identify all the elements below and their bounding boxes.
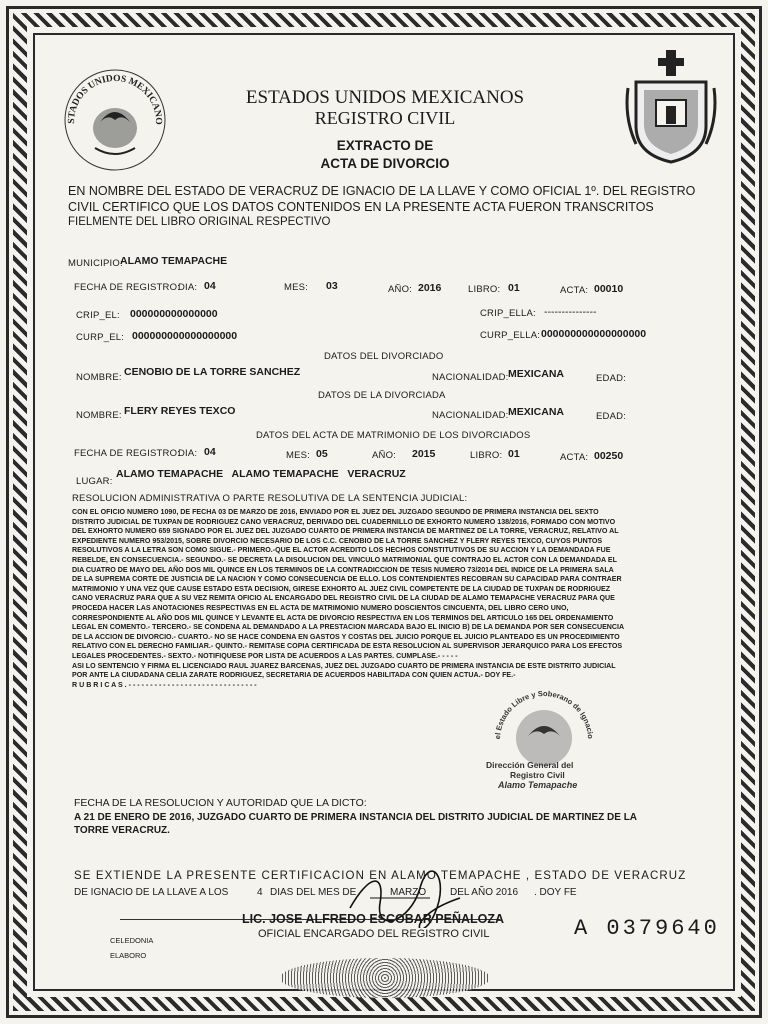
matrimonio-section-title: DATOS DEL ACTA DE MATRIMONIO DE LOS DIVORCIADOS <box>256 430 531 441</box>
certificacion-line2b: DIAS DEL MES DE <box>270 887 357 898</box>
matrimonio-acta-label: ACTA: <box>560 452 589 463</box>
matrimonio-libro-label: LIBRO: <box>470 450 503 461</box>
crip-ella-value: --------------- <box>544 306 597 318</box>
intro-line-3: FIELMENTE DEL LIBRO ORIGINAL RESPECTIVO <box>68 216 331 228</box>
certificacion-line1: SE EXTIENDE LA PRESENTE CERTIFICACION EN ALAMO TEMAPACHE , ESTADO DE VERACRUZ <box>74 870 687 882</box>
fecha-resolucion-line1: A 21 DE ENERO DE 2016, JUZGADO CUARTO DE PRIMERA INSTANCIA DEL DISTRITO JUDICIAL DE MARTINEZ DE LA <box>74 812 638 823</box>
resolucion-line: RELATIVO CON EL DERECHO FAMILIAR.- QUINTO.- REMITASE COPIA CERTIFICADA DE ESTA RESOLUCION AL SUPERVISOR JERARQUICO PARA LOS EFECTOS <box>72 642 623 651</box>
divorciada-nacionalidad-value: MEXICANA <box>508 406 565 418</box>
registry-title: REGISTRO CIVIL <box>314 108 456 128</box>
lugar-value: ALAMO TEMAPACHE ALAMO TEMAPACHE VERACRUZ <box>116 468 406 480</box>
matrimonio-anio-value: 2015 <box>412 448 436 460</box>
svg-text:ESTADOS UNIDOS MEXICANOS: STADOS UNIDOS MEXICANO <box>66 73 164 125</box>
dia-value: 04 <box>204 280 216 292</box>
mes-label: MES: <box>284 282 309 293</box>
resolucion-line: ASI LO SENTENCIO Y FIRMA EL LICENCIADO RAUL JUAREZ BARCENAS, JUEZ DEL JUZGADO CUARTO DE PRIMERA INSTANCIA DE ESTE DISTRITO JUDICIAL <box>72 661 616 670</box>
resolucion-line: CANO VERACRUZ PARA QUE A SU VEZ REMITA OFICIO AL ENCARGADO DEL REGISTRO CIVIL DE LA CIUDAD DE ALAMO TEMAPACHE VERACRUZ PARA QUE <box>72 594 615 603</box>
matrimonio-dia-value: 04 <box>204 446 216 458</box>
document-title-line1: EXTRACTO DE <box>336 138 434 153</box>
libro-label: LIBRO: <box>468 284 501 295</box>
dia-label: DIA: <box>178 282 198 293</box>
folio-number: A 0379640 <box>574 916 720 941</box>
municipio-value: ALAMO TEMAPACHE <box>120 255 228 267</box>
matrimonio-libro-value: 01 <box>508 448 520 460</box>
resolucion-line: CON EL OFICIO NUMERO 1090, DE FECHA 03 DE MARZO DE 2016, ENVIADO POR EL JUEZ DEL JUZGADO SEGUNDO DE PRIMERA INSTANCIA DEL SEXTO <box>72 508 599 516</box>
stamp-line-2: Registro Civil <box>510 770 565 780</box>
curp-el-value: 000000000000000000 <box>132 330 238 342</box>
acta-value: 00010 <box>594 283 624 295</box>
divorciado-nombre-value: CENOBIO DE LA TORRE SANCHEZ <box>124 366 301 378</box>
intro-line-1: EN NOMBRE DEL ESTADO DE VERACRUZ DE IGNACIO DE LA LLAVE Y COMO OFICIAL 1º. DEL REGISTRO <box>68 184 696 198</box>
state-coat-of-arms <box>622 48 720 166</box>
municipio-label: MUNICIPIO: <box>68 258 123 269</box>
fecha-resolucion-line2: TORRE VERACRUZ. <box>74 825 170 836</box>
anio-value: 2016 <box>418 282 442 294</box>
certificacion-dias: 4 <box>257 887 263 898</box>
svg-text:Gobierno del Estado Libre y So: el Estado Libre y Soberano de Ignacio <box>492 688 596 740</box>
certificacion-mes: MARZO <box>390 887 427 898</box>
matrimonio-dia-label: DIA: <box>178 448 198 459</box>
matrimonio-acta-value: 00250 <box>594 450 624 462</box>
divorciado-nacionalidad-value: MEXICANA <box>508 368 565 380</box>
resolucion-line: DE LA SUPREMA CORTE DE JUSTICIA DE LA NACION Y COMO CONSECUENCIA DE ELLO. LOS CONTENDIENTES RECOBRAN SU CAPACIDAD PARA CONTRAER <box>72 575 622 584</box>
matrimonio-mes-label: MES: <box>286 450 311 461</box>
resolucion-line: RESOLUTIVOS A LA LETRA SON COMO SIGUE.- PRIMERO.-QUE EL ACTOR ACREDITO LOS HECHOS CONSTITUTIVOS DE SU ACCION Y LA DEMANDADA FUE <box>72 546 611 555</box>
resolucion-line: LEGAL EN COMENTO.- TERCERO.- SE CONDENA AL DEMANDADO A LA PRESTACION MARCADA BAJO EL INICIO B) DE LA DEMANDA POR SER CONSECUENCIA <box>72 623 625 632</box>
crip-ella-label: CRIP_ELLA: <box>480 308 536 319</box>
curp-ella-value: 000000000000000000 <box>541 328 647 340</box>
mes-value: 03 <box>326 280 338 292</box>
elaboro-name: CELEDONIA <box>110 936 154 945</box>
resolucion-line: PROCEDA HACER LAS ANOTACIONES RESPECTIVAS EN EL ACTA DE MATRIMONIO NUMERO DOSCIENTOS CINCUENTA, DEL LIBRO CERO UNO, <box>72 603 569 612</box>
resolucion-line: DISTRITO JUDICIAL DE TUXPAN DE RODRIGUEZ CANO VERACRUZ, DERIVADO DEL CUADERNILLO DE EXHORTO NUMERO 138/2016, FORMADO CON MOTIVO <box>72 517 616 526</box>
divorciado-edad-label: EDAD: <box>596 373 627 384</box>
stamp-line-3: Alamo Temapache <box>498 780 578 790</box>
elaboro-label: ELABORO <box>110 951 147 960</box>
intro-line-2: CIVIL CERTIFICO QUE LOS DATOS CONTENIDOS EN LA PRESENTE ACTA FUERON TRANSCRITOS <box>68 200 654 214</box>
divorciada-edad-label: EDAD: <box>596 411 627 422</box>
resolucion-line: DE LA ACCION DE DIVORCIO.- CUARTO.- NO SE HACE CONDENA EN GASTOS Y COSTAS DEL JUICIO PORQUE EL JUICIO PLANTEADO ES UN PROCEDIMIENTO <box>72 632 620 641</box>
fecha-registro-label: FECHA DE REGISTRO: <box>74 282 181 293</box>
resolucion-line: MATRIMONIO Y UNA VEZ QUE CAUSE ESTADO ESTA DECISION, GIRESE EXHORTO AL JUEZ CIVIL COMPETENTE DE LA CIUDAD DE TUXPAN DE RODRIGUEZ <box>72 584 611 593</box>
divorciada-nombre-value: FLERY REYES TEXCO <box>124 405 236 417</box>
stamp-line-1: Dirección General del <box>486 760 574 770</box>
divorciada-section-title: DATOS DE LA DIVORCIADA <box>318 390 446 401</box>
curp-el-label: CURP_EL: <box>76 332 125 343</box>
resolucion-line: POR ANTE LA CIUDADANA CELIA ZARATE RODRIGUEZ, SECRETARIA DE ACUERDOS HABILITADA CON QUIEN ACTUA.- DOY FE.- <box>72 671 516 680</box>
divorciado-nacionalidad-label: NACIONALIDAD: <box>432 372 509 383</box>
certificacion-line2c: DEL AÑO 2016 <box>450 887 519 898</box>
divorciado-nombre-label: NOMBRE: <box>76 372 122 383</box>
signatory-name: LIC. JOSE ALFREDO ESCOBAR PEÑALOZA <box>242 912 505 926</box>
anio-label: AÑO: <box>388 284 413 295</box>
resolucion-line: CORRESPONDIENTE AL AÑO DOS MIL QUINCE Y LEVANTE EL ACTA DE DIVORCIO RESPECTIVA EN LOS TERMINOS DEL ARTICULO 165 DEL ORDENAMIENTO <box>72 613 614 622</box>
resolucion-line: DIA CUATRO DE MAYO DEL AÑO DOS MIL QUINCE EN LOS TERMINOS DE LA CONTRADICCION DE TESIS NUMERO 73/2014 DEL INDICE DE LA PRIMERA SALA <box>72 565 614 574</box>
resolucion-line: R U B R I C A S . - - - - - - - - - - - - - - - - - - - - - - - - - - - - - - <box>72 680 257 689</box>
lugar-label: LUGAR: <box>76 476 113 487</box>
resolucion-line: DEL EXHORTO NUMERO 659 SIGNADO POR EL JUEZ DEL JUZGADO CUARTO DE PRIMERA INSTANCIA DE MARTINEZ DE LA TORRE, VERACRUZ, RELATIVO AL <box>72 527 619 536</box>
matrimonio-anio-label: AÑO: <box>372 450 397 461</box>
document-title-line2: ACTA DE DIVORCIO <box>320 156 450 171</box>
certificacion-line2d: . DOY FE <box>534 887 577 898</box>
matrimonio-mes-value: 05 <box>316 448 328 460</box>
acta-label: ACTA: <box>560 285 589 296</box>
divorciada-nacionalidad-label: NACIONALIDAD: <box>432 410 509 421</box>
matrimonio-fecha-label: FECHA DE REGISTRO: <box>74 448 181 459</box>
national-seal <box>60 62 170 172</box>
resolucion-line: LEGALES PROCEDENTES.- SEXTO.- NOTIFIQUESE POR LISTA DE ACUERDOS A LAS PARTES. CUMPLASE.- - - - - <box>72 651 458 660</box>
certificacion-line2a: DE IGNACIO DE LA LLAVE A LOS <box>74 887 229 898</box>
libro-value: 01 <box>508 282 520 294</box>
curp-ella-label: CURP_ELLA: <box>480 330 541 341</box>
divorciado-section-title: DATOS DEL DIVORCIADO <box>324 351 444 362</box>
signatory-title: OFICIAL ENCARGADO DEL REGISTRO CIVIL <box>258 928 490 940</box>
divorciada-nombre-label: NOMBRE: <box>76 410 122 421</box>
resolucion-line: REBELDE, EN CONSECUENCIA.- SEGUNDO.- SE DECRETA LA DISOLUCION DEL VINCULO MATRIMONIAL QUE CONTRAJO EL ACTOR CON LA DEMANDADA EL <box>72 555 617 564</box>
resolucion-label: RESOLUCION ADMINISTRATIVA O PARTE RESOLUTIVA DE LA SENTENCIA JUDICIAL: <box>72 493 468 504</box>
resolucion-line: EXPEDIENTE NUMERO 953/2015, SOBRE DIVORCIO NECESARIO DE LOS C.C. CENOBIO DE LA TORRE SANCHEZ Y FLERY REYES TEXCO, CUYOS PUNTOS <box>72 536 603 545</box>
crip-el-label: CRIP_EL: <box>76 310 120 321</box>
resolucion-text <box>72 508 642 690</box>
fecha-resolucion-label: FECHA DE LA RESOLUCION Y AUTORIDAD QUE LA DICTO: <box>74 797 367 809</box>
guilloche-ornament <box>280 958 490 998</box>
crip-el-value: 000000000000000 <box>130 308 218 320</box>
country-title: ESTADOS UNIDOS MEXICANOS <box>245 87 525 108</box>
